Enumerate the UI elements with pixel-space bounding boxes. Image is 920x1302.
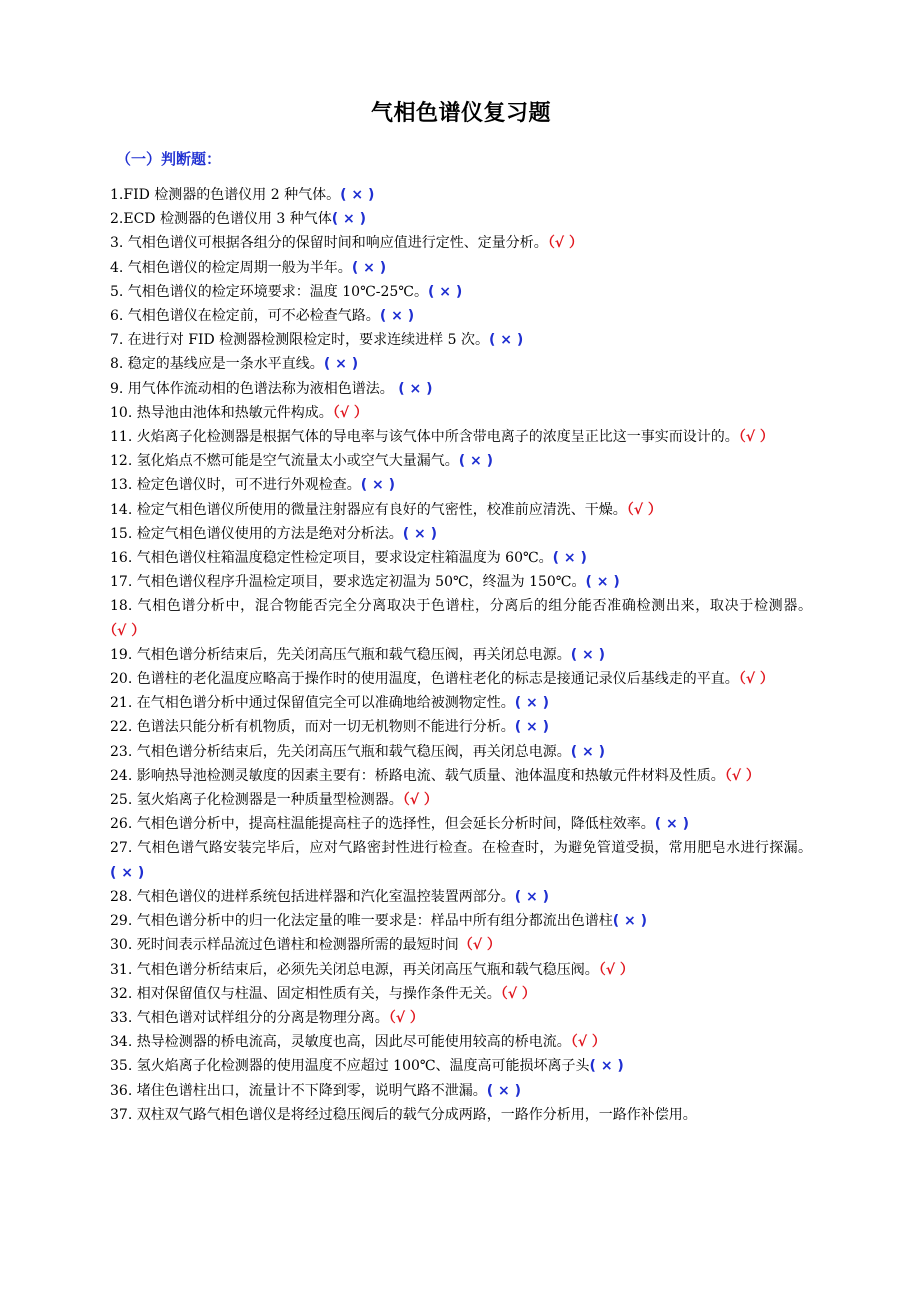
question-item xyxy=(110,570,812,594)
question-item xyxy=(110,643,812,667)
answer-true-mark: （√ ） xyxy=(738,671,774,688)
answer-false-mark: ( × ) xyxy=(570,743,605,760)
answer-false-mark: ( × ) xyxy=(488,332,524,349)
answer-false-mark: ( × ) xyxy=(585,574,620,591)
question-text: 22. 色谱法只能分析有机物质，而对一切无机物则不能进行分析。 xyxy=(110,719,515,736)
answer-true-mark: （√ ） xyxy=(724,767,760,784)
answer-false-mark: ( × ) xyxy=(351,259,387,276)
question-item xyxy=(110,691,812,715)
question-text: 31. 气相色谱分析结束后，必须先关闭总电源，再关闭高压气瓶和载气稳压阀。 xyxy=(110,961,599,978)
question-item xyxy=(110,1103,812,1127)
question-text: 3. 气相色谱仪可根据各组分的保留时间和响应值进行定性、定量分析。 xyxy=(110,235,548,252)
answer-true-mark: （√ ） xyxy=(738,429,774,446)
question-text: 33. 气相色谱对试样组分的分离是物理分离。 xyxy=(110,1009,389,1026)
question-item xyxy=(110,1030,812,1054)
question-text: 29. 气相色谱分析中的归一化法定量的唯一要求是：样品中所有组分都流出色谱柱 xyxy=(110,913,613,930)
answer-false-mark: ( × ) xyxy=(323,356,359,373)
question-item xyxy=(110,522,812,546)
question-item xyxy=(110,352,812,376)
answer-true-mark: （√ ） xyxy=(332,404,368,421)
answer-true-mark: （√ ） xyxy=(458,937,501,954)
question-item xyxy=(110,667,812,691)
answer-true-mark: （√ ） xyxy=(570,1034,606,1051)
question-text: 14. 检定气相色谱仪所使用的微量注射器应有良好的气密性，校准前应清洗、干燥。 xyxy=(110,501,627,518)
question-item xyxy=(110,885,812,909)
question-text: 19. 气相色谱分析结束后，先关闭高压气瓶和载气稳压阀，再关闭总电源。 xyxy=(110,646,571,663)
question-text: 23. 气相色谱分析结束后，先关闭高压气瓶和载气稳压阀，再关闭总电源。 xyxy=(110,743,571,760)
question-item xyxy=(110,401,812,425)
answer-false-mark: ( × ) xyxy=(654,816,689,833)
answer-false-mark: ( × ) xyxy=(514,695,549,712)
question-item xyxy=(110,958,812,982)
answer-false-mark: ( × ) xyxy=(379,308,415,325)
question-item xyxy=(110,231,812,255)
question-text: 36. 堵住色谱柱出口，流量计不下降到零，说明气路不泄漏。 xyxy=(110,1082,487,1099)
answer-false-mark: ( × ) xyxy=(398,380,433,397)
answer-false-mark: ( × ) xyxy=(514,719,549,736)
question-text: 1.FID 检测器的色谱仪用 2 种气体。 xyxy=(110,187,341,203)
question-text: 15. 检定气相色谱仪使用的方法是绝对分析法。 xyxy=(110,525,403,542)
question-item xyxy=(110,207,812,231)
question-text: 21. 在气相色谱分析中通过保留值完全可以准确地给被测物定性。 xyxy=(110,695,515,712)
question-text: 24. 影响热导池检测灵敏度的因素主要有：桥路电流、载气质量、池体温度和热敏元件材料及性质。 xyxy=(110,767,725,784)
question-item xyxy=(110,546,812,570)
answer-true-mark: （√ ） xyxy=(547,235,584,252)
question-text: 28. 气相色谱仪的进样系统包括进样器和汽化室温控装置两部分。 xyxy=(110,888,515,905)
question-item xyxy=(110,473,812,497)
answer-true-mark: （√ ） xyxy=(626,501,662,518)
answer-true-mark: （√ ） xyxy=(110,622,146,639)
answer-false-mark: ( × ) xyxy=(427,283,463,300)
question-item xyxy=(110,498,812,522)
question-item xyxy=(110,1079,812,1103)
answer-false-mark: ( × ) xyxy=(612,913,647,930)
answer-false-mark: ( × ) xyxy=(458,453,493,470)
question-item xyxy=(110,764,812,788)
question-item xyxy=(110,836,812,884)
question-text: 7. 在进行对 FID 检测器检测限检定时，要求连续进样 5 次。 xyxy=(110,332,489,349)
answer-false-mark: ( × ) xyxy=(486,1082,521,1099)
question-text: 9. 用气体作流动相的色谱法称为液相色谱法。 xyxy=(110,380,399,397)
answer-true-mark: （√ ） xyxy=(388,1009,424,1026)
question-item xyxy=(110,715,812,739)
answer-false-mark: ( × ) xyxy=(589,1058,624,1075)
question-text: 4. 气相色谱仪的检定周期一般为半年。 xyxy=(110,259,352,276)
answer-false-mark: ( × ) xyxy=(331,211,367,228)
question-text: 27. 气相色谱气路安装完毕后，应对气路密封性进行检查。在检查时，为避免管道受损，常用肥皂水进行探漏。 xyxy=(110,840,812,857)
question-text: 8. 稳定的基线应是一条水平直线。 xyxy=(110,356,324,373)
answer-false-mark: ( × ) xyxy=(552,550,587,567)
question-text: 30. 死时间表示样品流过色谱柱和检测器所需的最短时间 xyxy=(110,937,459,954)
question-item xyxy=(110,788,812,812)
question-item xyxy=(110,328,812,352)
question-text: 25. 氢火焰离子化检测器是一种质量型检测器。 xyxy=(110,792,403,809)
question-text: 16. 气相色谱仪柱箱温度稳定性检定项目，要求设定柱箱温度为 60℃。 xyxy=(110,550,553,567)
question-text: 34. 热导检测器的桥电流高，灵敏度也高，因此尽可能使用较高的桥电流。 xyxy=(110,1034,571,1051)
question-text: 5. 气相色谱仪的检定环境要求：温度 10℃-25℃。 xyxy=(110,283,428,300)
answer-false-mark: ( × ) xyxy=(360,477,395,494)
question-text: 18. 气相色谱分析中，混合物能否完全分离取决于色谱柱，分离后的组分能否准确检测出来，取决于检测器。 xyxy=(110,598,812,615)
question-text: 10. 热导池由池体和热敏元件构成。 xyxy=(110,404,333,421)
question-item xyxy=(110,304,812,328)
answer-false-mark: ( × ) xyxy=(514,888,549,905)
question-item xyxy=(110,183,812,207)
question-item xyxy=(110,377,812,401)
document-title: 气相色谱仪复习题 xyxy=(370,100,551,126)
question-item xyxy=(110,909,812,933)
question-item xyxy=(110,594,812,642)
question-item xyxy=(110,1006,812,1030)
question-text: 37. 双柱双气路气相色谱仪是将经过稳压阀后的载气分成两路，一路作分析用，一路作补偿用。 xyxy=(110,1106,697,1123)
question-text: 13. 检定色谱仪时，可不进行外观检查。 xyxy=(110,477,361,494)
question-item xyxy=(110,256,812,280)
question-text: 26. 气相色谱分析中，提高柱温能提高柱子的选择性，但会延长分析时间，降低柱效率。 xyxy=(110,816,655,833)
answer-false-mark: ( × ) xyxy=(340,187,375,203)
question-item xyxy=(110,449,812,473)
question-item xyxy=(110,425,812,449)
question-text: 11. 火焰离子化检测器是根据气体的导电率与该气体中所含带电离子的浓度呈正比这一事实而设计的。 xyxy=(110,429,739,446)
question-item xyxy=(110,812,812,836)
question-item xyxy=(110,933,812,957)
answer-true-mark: （√ ） xyxy=(500,985,536,1002)
question-text: 20. 色谱柱的老化温度应略高于操作时的使用温度，色谱柱老化的标志是接通记录仪后基线走的平直。 xyxy=(110,671,739,688)
answer-false-mark: ( × ) xyxy=(110,864,145,881)
question-text: 6. 气相色谱仪在检定前，可不必检查气路。 xyxy=(110,308,380,325)
answer-true-mark: （√ ） xyxy=(598,961,634,978)
question-text: 12. 氢化焰点不燃可能是空气流量太小或空气大量漏气。 xyxy=(110,453,459,470)
question-item xyxy=(110,280,812,304)
question-text: 32. 相对保留值仅与柱温、固定相性质有关，与操作条件无关。 xyxy=(110,985,501,1002)
question-text: 17. 气相色谱仪程序升温检定项目，要求选定初温为 50℃，终温为 150℃。 xyxy=(110,574,586,591)
section-heading: （一）判断题： xyxy=(116,150,222,168)
question-list xyxy=(110,183,812,1127)
answer-true-mark: （√ ） xyxy=(402,792,438,809)
answer-false-mark: ( × ) xyxy=(402,525,437,542)
question-text: 35. 氢火焰离子化检测器的使用温度不应超过 100℃、温度高可能损坏离子头 xyxy=(110,1058,590,1075)
question-item xyxy=(110,982,812,1006)
question-item xyxy=(110,740,812,764)
question-text: 2.ECD 检测器的色谱仪用 3 种气体 xyxy=(110,211,332,228)
question-item xyxy=(110,1054,812,1078)
answer-false-mark: ( × ) xyxy=(570,646,605,663)
